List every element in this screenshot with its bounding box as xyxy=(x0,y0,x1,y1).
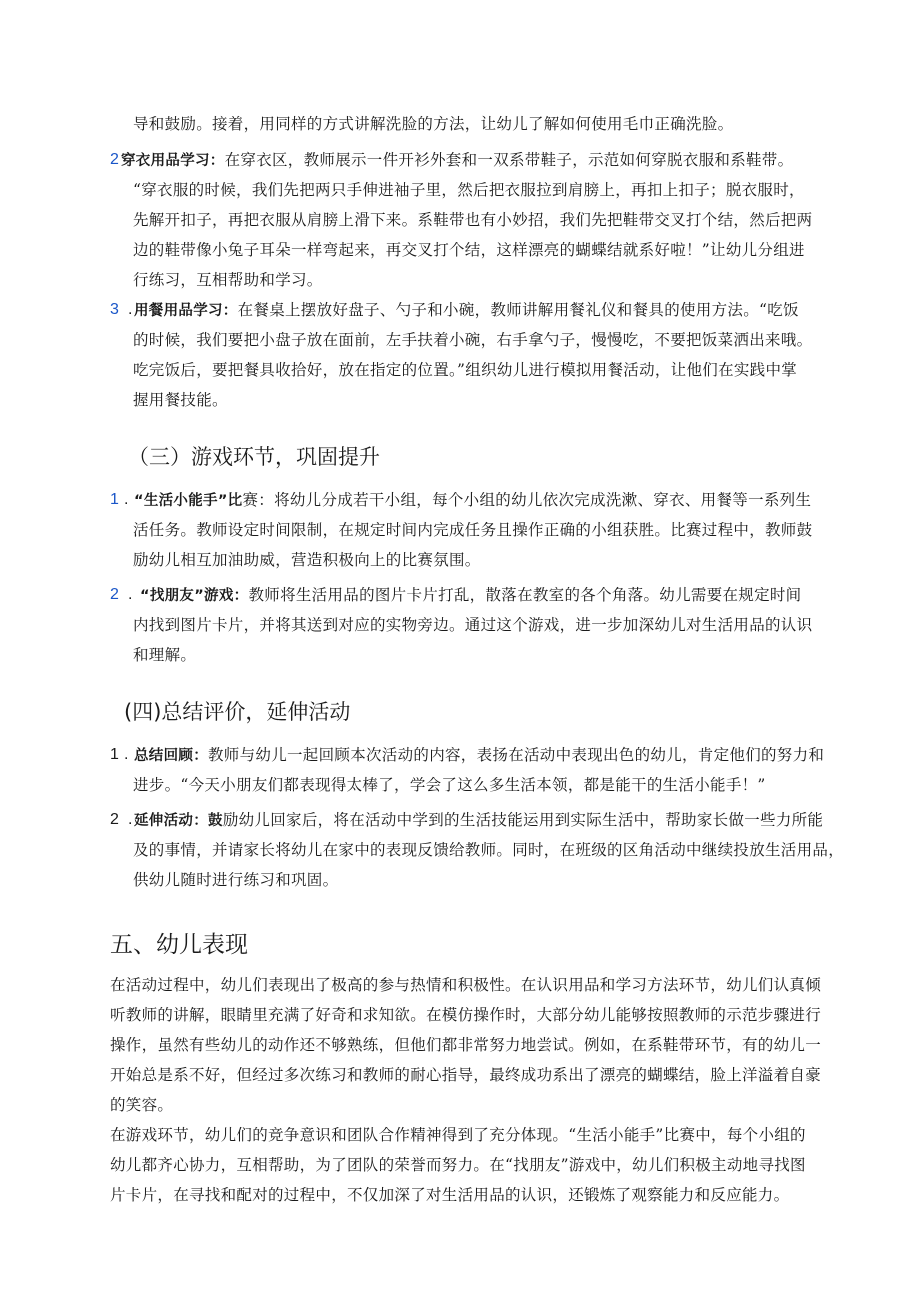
item-text: 吃完饭后，要把餐具收拾好，放在指定的位置。”组织幼儿进行模拟用餐活动，让他们在实践中掌 xyxy=(133,361,798,379)
paragraph-line: 的笑容。 xyxy=(110,1096,174,1114)
item-number: 2 xyxy=(110,811,119,828)
item-text: 内找到图片卡片，并将其送到对应的实物旁边。通过这个游戏，进一步加深幼儿对生活用品的认识 xyxy=(133,616,813,634)
item-text: 在穿衣区，教师展示一件开衫外套和一双系带鞋子，示范如何穿脱衣服和系鞋带。 xyxy=(224,151,794,169)
item-text: 励幼儿相互加油助威，营造积极向上的比赛氛围。 xyxy=(133,551,481,569)
item-title: 用餐用品学习： xyxy=(134,303,238,319)
item-text: 行练习，互相帮助和学习。 xyxy=(133,271,323,289)
item-separator: . xyxy=(124,491,129,508)
item-text: 活任务。教师设定时间限制，在规定时间内完成任务且操作正确的小组获胜。比赛过程中，教师鼓 xyxy=(133,521,813,539)
paragraph-line: 在游戏环节，幼儿们的竞争意识和团队合作精神得到了充分体现。“生活小能手”比赛中，每个小组的 xyxy=(110,1126,806,1144)
item-text: 进步。“今天小朋友们都表现得太棒了，学会了这么多生活本领，都是能干的生活小能手！” xyxy=(133,776,766,794)
item-text: 边的鞋带像小兔子耳朵一样弯起来，再交叉打个结，这样漂亮的蝴蝶结就系好啦！”让幼儿分组进 xyxy=(133,241,805,259)
item-separator: . xyxy=(128,301,133,318)
item-text: 教师将生活用品的图片卡片打乱，散落在教室的各个角落。幼儿需要在规定时间 xyxy=(248,586,802,604)
item-number: 1 xyxy=(110,491,119,508)
continuation-text: 导和鼓励。接着，用同样的方式讲解洗脸的方法，让幼儿了解如何使用毛巾正确洗脸。 xyxy=(133,115,734,133)
item-separator: . xyxy=(128,586,133,603)
item-text: “穿衣服的时候，我们先把两只手伸进袖子里，然后把衣服拉到肩膀上，再扣上扣子；脱衣服时， xyxy=(133,181,805,199)
item-title: 总结回顾： xyxy=(134,748,208,764)
item-number: 2 xyxy=(110,151,119,168)
item-text: 握用餐技能。 xyxy=(133,391,228,409)
item-title: “生活小能手”比 xyxy=(134,493,243,509)
item-text: 教师与幼儿一起回顾本次活动的内容，表扬在活动中表现出色的幼儿，肯定他们的努力和 xyxy=(208,746,825,764)
item-number: 2 xyxy=(110,586,119,603)
paragraph-line: 操作，虽然有些幼儿的动作还不够熟练，但他们都非常努力地尝试。例如，在系鞋带环节，有的幼儿一 xyxy=(110,1036,822,1054)
item-text: 及的事情，并请家长将幼儿在家中的表现反馈给教师。同时，在班级的区角活动中继续投放生活用品， xyxy=(133,841,845,859)
item-text: 赛：将幼儿分成若干小组，每个小组的幼儿依次完成洗漱、穿衣、用餐等一系列生 xyxy=(242,491,812,509)
item-text: 先解开扣子，再把衣服从肩膀上滑下来。系鞋带也有小妙招，我们先把鞋带交叉打个结，然后把两 xyxy=(133,211,813,229)
item-text: 和理解。 xyxy=(133,646,197,664)
item-number: 1 xyxy=(110,746,119,763)
item-text: 在餐桌上摆放好盘子、勺子和小碗，教师讲解用餐礼仪和餐具的使用方法。“吃饭 xyxy=(237,301,799,319)
item-separator: . xyxy=(128,811,133,828)
paragraph-line: 幼儿都齐心协力，互相帮助，为了团队的荣誉而努力。在“找朋友”游戏中，幼儿们积极主动地寻找图 xyxy=(110,1156,806,1174)
paragraph-line: 在活动过程中，幼儿们表现出了极高的参与热情和积极性。在认识用品和学习方法环节，幼儿们认真倾 xyxy=(110,976,822,994)
section-heading-5: 五、幼儿表现 xyxy=(110,932,248,958)
item-text: 励幼儿回家后，将在活动中学到的生活技能运用到实际生活中，帮助家长做一些力所能 xyxy=(222,811,824,829)
section-heading-4: (四)总结评价，延伸活动 xyxy=(124,700,351,724)
item-text: 的时候，我们要把小盘子放在面前，左手扶着小碗，右手拿勺子，慢慢吃，不要把饭菜洒出来哦。 xyxy=(133,331,813,349)
section-heading-3: （三）游戏环节，巩固提升 xyxy=(128,445,380,469)
paragraph-line: 开始总是系不好，但经过多次练习和教师的耐心指导，最终成功系出了漂亮的蝴蝶结，脸上洋溢着自豪 xyxy=(110,1066,822,1084)
item-title: 穿衣用品学习： xyxy=(121,153,225,169)
item-title: “找朋友”游戏： xyxy=(140,588,249,604)
paragraph-line: 片卡片，在寻找和配对的过程中，不仅加深了对生活用品的认识，还锻炼了观察能力和反应能力。 xyxy=(110,1186,790,1204)
paragraph-line: 听教师的讲解，眼睛里充满了好奇和求知欲。在模仿操作时，大部分幼儿能够按照教师的示范步骤进行 xyxy=(110,1006,822,1024)
item-separator: . xyxy=(124,746,129,763)
item-title: 延伸活动：鼓 xyxy=(134,813,223,829)
item-text: 供幼儿随时进行练习和巩固。 xyxy=(133,871,339,889)
item-number: 3 xyxy=(110,301,119,318)
